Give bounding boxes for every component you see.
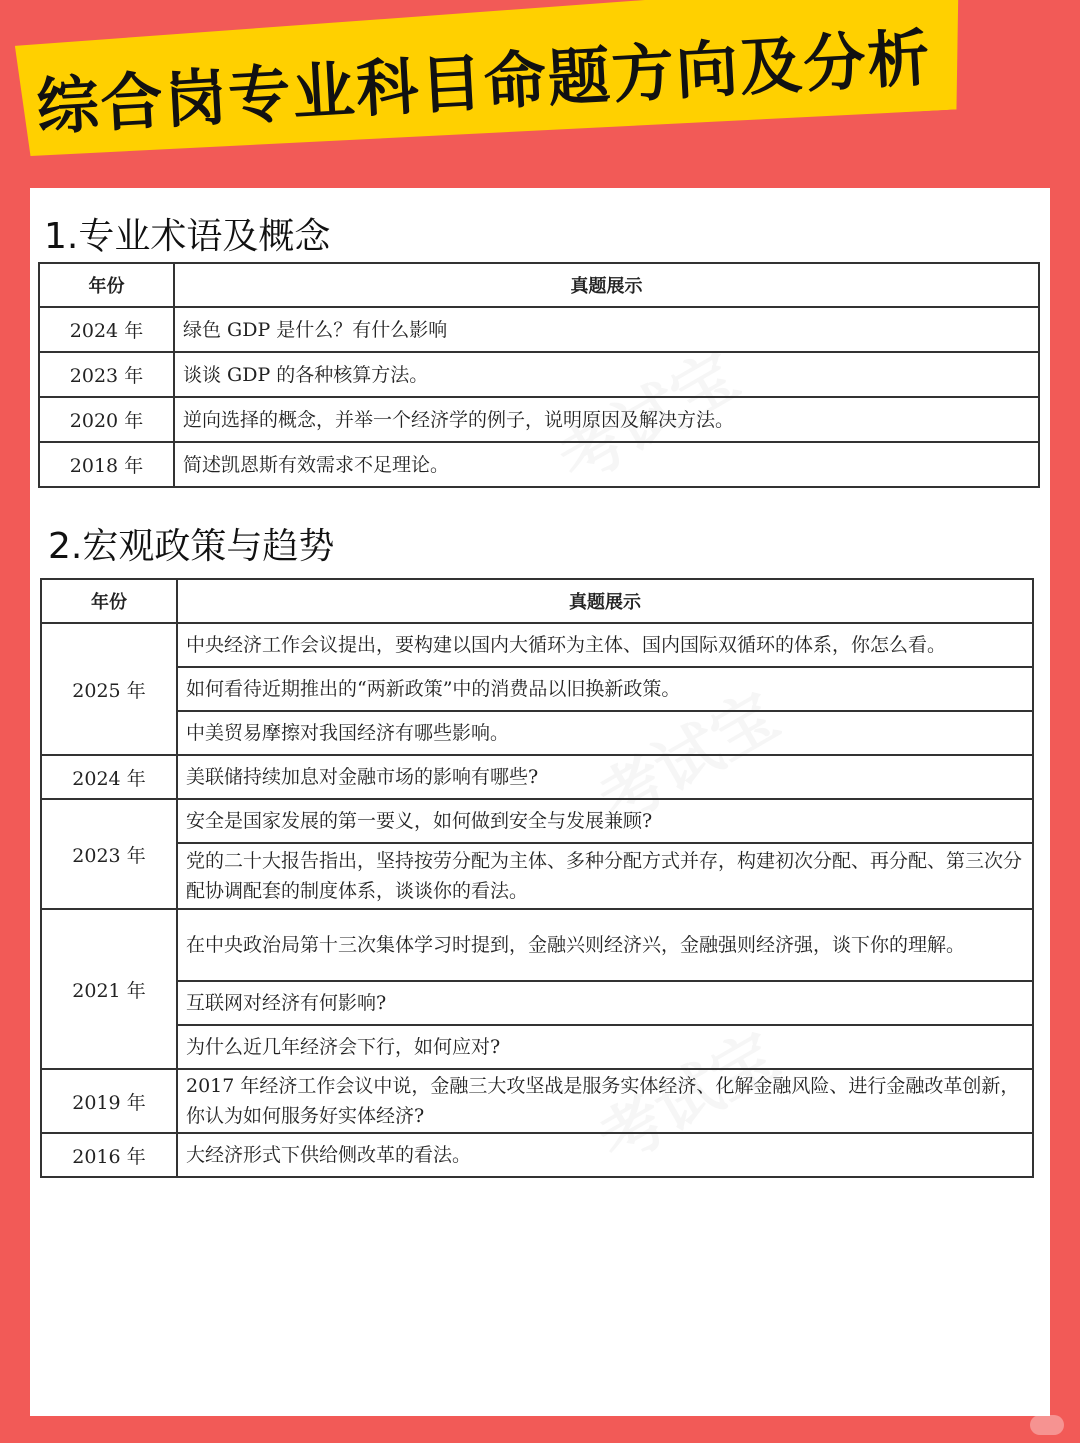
year-cell: 2016 年 bbox=[41, 1133, 177, 1177]
table-row bbox=[41, 755, 1033, 799]
table-row bbox=[41, 667, 1033, 711]
question-cell: 党的二十大报告指出，坚持按劳分配为主体、多种分配方式并存，构建初次分配、再分配、第三次分配协调配套的制度体系，谈谈你的看法。 bbox=[177, 843, 1033, 909]
year-cell: 2024 年 bbox=[41, 755, 177, 799]
section2-title: 2.宏观政策与趋势 bbox=[48, 526, 335, 567]
question-cell: 中美贸易摩擦对我国经济有哪些影响。 bbox=[177, 711, 1033, 755]
year-cell: 2019 年 bbox=[41, 1069, 177, 1133]
question-cell: 逆向选择的概念，并举一个经济学的例子，说明原因及解决方法。 bbox=[174, 397, 1039, 442]
table-row bbox=[39, 307, 1039, 352]
year-cell: 2024 年 bbox=[39, 307, 174, 352]
section2-table bbox=[40, 578, 1034, 1178]
table-row bbox=[39, 442, 1039, 487]
table-header-row bbox=[39, 263, 1039, 307]
table-row bbox=[41, 1133, 1033, 1177]
year-cell: 2025 年 bbox=[41, 623, 177, 755]
table-row bbox=[41, 1069, 1033, 1133]
question-cell: 在中央政治局第十三次集体学习时提到，金融兴则经济兴，金融强则经济强，谈下你的理解。 bbox=[177, 909, 1033, 981]
header-question: 真题展示 bbox=[174, 263, 1039, 307]
year-cell: 2021 年 bbox=[41, 909, 177, 1069]
question-cell: 2017 年经济工作会议中说，金融三大攻坚战是服务实体经济、化解金融风险、进行金融改革创新，你认为如何服务好实体经济? bbox=[177, 1069, 1033, 1133]
section1-table bbox=[38, 262, 1040, 488]
header-year: 年份 bbox=[39, 263, 174, 307]
year-cell: 2023 年 bbox=[41, 799, 177, 909]
question-cell: 美联储持续加息对金融市场的影响有哪些? bbox=[177, 755, 1033, 799]
year-cell: 2020 年 bbox=[39, 397, 174, 442]
table-header-row bbox=[41, 579, 1033, 623]
table-row bbox=[41, 1025, 1033, 1069]
year-cell: 2018 年 bbox=[39, 442, 174, 487]
section1-title: 1.专业术语及概念 bbox=[44, 216, 331, 257]
page-title: 综合岗专业科目命题方向及分析 bbox=[34, 20, 934, 144]
table-row bbox=[39, 352, 1039, 397]
year-cell: 2023 年 bbox=[39, 352, 174, 397]
question-cell: 如何看待近期推出的“两新政策”中的消费品以旧换新政策。 bbox=[177, 667, 1033, 711]
question-cell: 谈谈 GDP 的各种核算方法。 bbox=[174, 352, 1039, 397]
table-row bbox=[41, 711, 1033, 755]
question-cell: 绿色 GDP 是什么？有什么影响 bbox=[174, 307, 1039, 352]
corner-badge bbox=[1030, 1415, 1064, 1435]
table-row bbox=[41, 981, 1033, 1025]
question-cell: 安全是国家发展的第一要义，如何做到安全与发展兼顾? bbox=[177, 799, 1033, 843]
question-cell: 为什么近几年经济会下行，如何应对? bbox=[177, 1025, 1033, 1069]
table-row bbox=[41, 909, 1033, 981]
header-question: 真题展示 bbox=[177, 579, 1033, 623]
document-paper bbox=[30, 188, 1050, 1416]
table-row bbox=[41, 843, 1033, 909]
question-cell: 中央经济工作会议提出，要构建以国内大循环为主体、国内国际双循环的体系，你怎么看。 bbox=[177, 623, 1033, 667]
question-cell: 简述凯恩斯有效需求不足理论。 bbox=[174, 442, 1039, 487]
question-cell: 大经济形式下供给侧改革的看法。 bbox=[177, 1133, 1033, 1177]
table-row bbox=[39, 397, 1039, 442]
header-year: 年份 bbox=[41, 579, 177, 623]
table-row bbox=[41, 799, 1033, 843]
table-row bbox=[41, 623, 1033, 667]
question-cell: 互联网对经济有何影响? bbox=[177, 981, 1033, 1025]
